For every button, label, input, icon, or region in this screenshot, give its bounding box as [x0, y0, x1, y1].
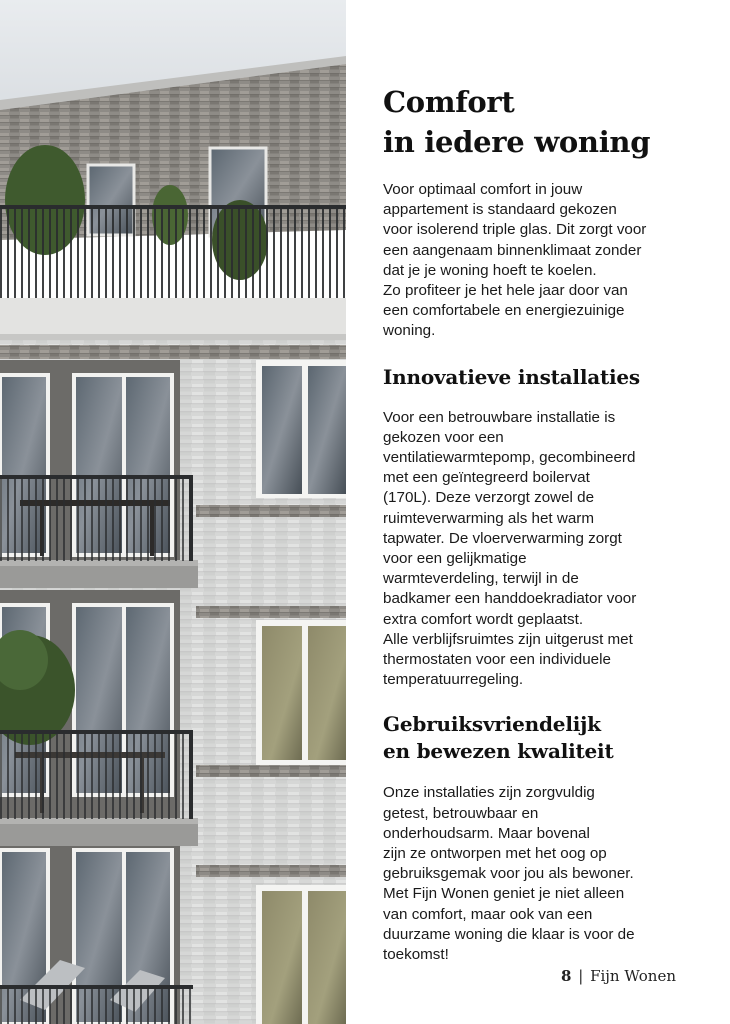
publication-name: Fijn Wonen: [590, 967, 676, 985]
page-number: 8: [561, 967, 572, 985]
footer-separator: |: [578, 967, 584, 985]
page-title: Comfort in iedere woning: [383, 85, 651, 159]
intro-paragraph: Voor optimaal comfort in jouw appartement is standaard gekozen voor isolerend triple glas. Dit zorgt voor een aangenaam binnenklimaat zonder dat je je woning hoeft te koelen. Zo profiteer je het hele jaar door van een comfortabele en energiezuinige woning.: [383, 181, 647, 340]
kwaliteit-paragraph: Onze installaties zijn zorgvuldig getest, betrouwbaar en onderhoudsarm. Maar bovenal zijn ze ontworpen met het oog op gebruiksgemak voor jou als bewoner. Met Fijn Wonen geniet je niet alleen van comfort, maar ook van een duurzame woning die klaar is voor de toekomst!: [383, 784, 635, 964]
section-heading-kwaliteit: Gebruiksvriendelijk en bewezen kwaliteit: [383, 712, 614, 764]
building-photo: [0, 0, 346, 1024]
installaties-paragraph: Voor een betrouwbare installatie is gekozen voor een ventilatiewarmtepomp, gecombineerd met een geïntegreerd boilervat (170L). Deze verzorgt zowel de ruimteverwarming als het warm tapwater. De vloerverwarming zorgt voor een gelijkmatige warmteverdeling, terwijl in de badkamer een handdoekradiator voor extra comfort wordt geplaatst. Alle verblijfsruimtes zijn uitgerust met thermostaten voor een individuele temperatuurregeling.: [383, 408, 637, 689]
page-footer: [561, 967, 676, 985]
text-column: [383, 82, 693, 965]
section-heading-installaties: Innovatieve installaties: [383, 364, 640, 389]
